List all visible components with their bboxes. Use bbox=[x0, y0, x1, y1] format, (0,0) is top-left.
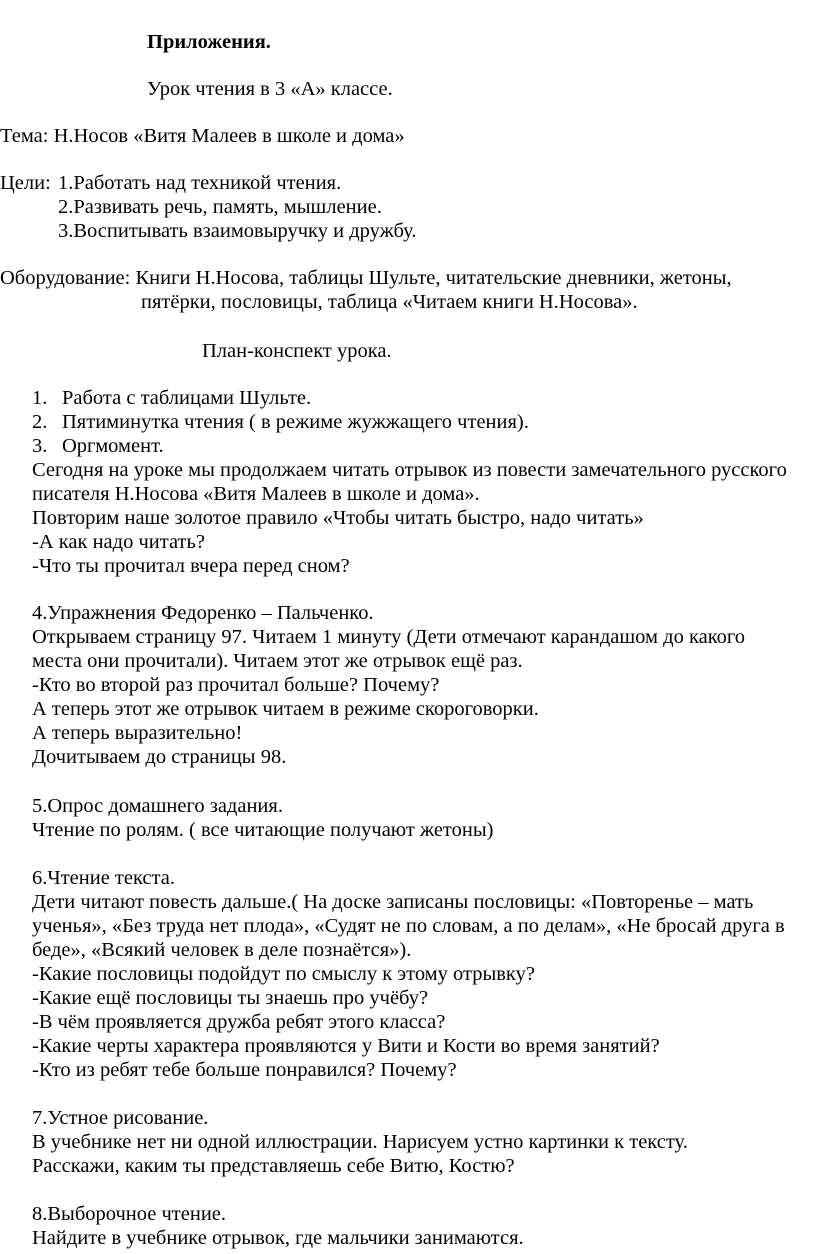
paragraph-line: -Какие пословицы подойдут по смыслу к этому отрывку? bbox=[32, 963, 535, 985]
paragraph-line: -Какие ещё пословицы ты знаешь про учёбу? bbox=[32, 987, 429, 1009]
paragraph-line: -Что ты прочитал вчера перед сном? bbox=[32, 555, 350, 577]
paragraph-line: места они прочитали). Читаем этот же отрывок ещё раз. bbox=[32, 650, 523, 672]
topic-line: Тема: Н.Носов «Витя Малеев в школе и дома» bbox=[0, 125, 405, 147]
paragraph-line: Чтение по ролям. ( все читающие получают жетоны) bbox=[32, 819, 494, 841]
equipment-line: Оборудование: Книги Н.Носова, таблицы Шульте, читательские дневники, жетоны, bbox=[0, 267, 732, 289]
goal-item: 3.Воспитывать взаимовыручку и дружбу. bbox=[58, 220, 417, 242]
paragraph-line: Расскажи, каким ты представляешь себе Витю, Костю? bbox=[32, 1155, 515, 1177]
section-heading: 5.Опрос домашнего задания. bbox=[32, 795, 283, 817]
paragraph-line: Найдите в учебнике отрывок, где мальчики занимаются. bbox=[32, 1227, 524, 1249]
numbered-item bbox=[0, 386, 311, 410]
paragraph-line: -Какие черты характера проявляются у Вити и Кости во время занятий? bbox=[32, 1035, 660, 1057]
paragraph-line: Дети читают повесть дальше.( На доске записаны пословицы: «Повторенье – мать bbox=[32, 891, 754, 913]
paragraph-line: Сегодня на уроке мы продолжаем читать отрывок из повести замечательного русского bbox=[32, 459, 787, 481]
paragraph-line: ученья», «Без труда нет плода», «Судят не по словам, а по делам», «Не бросай друга в bbox=[32, 915, 785, 937]
section-heading: 8.Выборочное чтение. bbox=[32, 1203, 227, 1225]
paragraph-line: -Кто из ребят тебе больше понравился? Почему? bbox=[32, 1059, 457, 1081]
item-text: Оргмомент. bbox=[62, 435, 164, 457]
goal-item: 2.Развивать речь, память, мышление. bbox=[58, 196, 382, 218]
lesson-title: Урок чтения в 3 «А» классе. bbox=[147, 78, 393, 100]
paragraph-line: Открываем страницу 97. Читаем 1 минуту (Дети отмечают карандашом до какого bbox=[32, 626, 746, 648]
plan-title: План-конспект урока. bbox=[202, 340, 392, 362]
paragraph-line: -Кто во второй раз прочитал больше? Почему? bbox=[32, 674, 440, 696]
item-number: 1. bbox=[32, 387, 48, 409]
paragraph-line: Дочитываем до страницы 98. bbox=[32, 746, 287, 768]
paragraph-line: В учебнике нет ни одной иллюстрации. Нарисуем устно картинки к тексту. bbox=[32, 1131, 688, 1153]
appendix-heading: Приложения. bbox=[147, 31, 271, 53]
item-text: Пятиминутка чтения ( в режиме жужжащего чтения). bbox=[62, 411, 529, 433]
goals-label: Цели: bbox=[0, 172, 51, 194]
goal-item: 1.Работать над техникой чтения. bbox=[58, 172, 342, 194]
item-number: 3. bbox=[32, 435, 48, 457]
paragraph-line: -В чём проявляется дружба ребят этого класса? bbox=[32, 1011, 446, 1033]
paragraph-line: беде», «Всякий человек в деле познаётся»). bbox=[32, 939, 412, 961]
section-heading: 7.Устное рисование. bbox=[32, 1107, 209, 1129]
paragraph-line: А теперь выразительно! bbox=[32, 722, 243, 744]
paragraph-line: Повторим наше золотое правило «Чтобы читать быстро, надо читать» bbox=[32, 507, 644, 529]
item-number: 2. bbox=[32, 411, 48, 433]
item-text: Работа с таблицами Шульте. bbox=[62, 387, 312, 409]
section-heading: 6.Чтение текста. bbox=[32, 867, 175, 889]
numbered-item bbox=[0, 434, 164, 458]
numbered-item bbox=[0, 410, 529, 434]
paragraph-line: -А как надо читать? bbox=[32, 531, 205, 553]
section-heading: 4.Упражнения Федоренко – Пальченко. bbox=[32, 602, 374, 624]
paragraph-line: писателя Н.Носова «Витя Малеев в школе и дома». bbox=[32, 483, 480, 505]
paragraph-line: А теперь этот же отрывок читаем в режиме скороговорки. bbox=[32, 698, 539, 720]
equipment-line-continued: пятёрки, пословицы, таблица «Читаем книги Н.Носова». bbox=[141, 291, 638, 313]
